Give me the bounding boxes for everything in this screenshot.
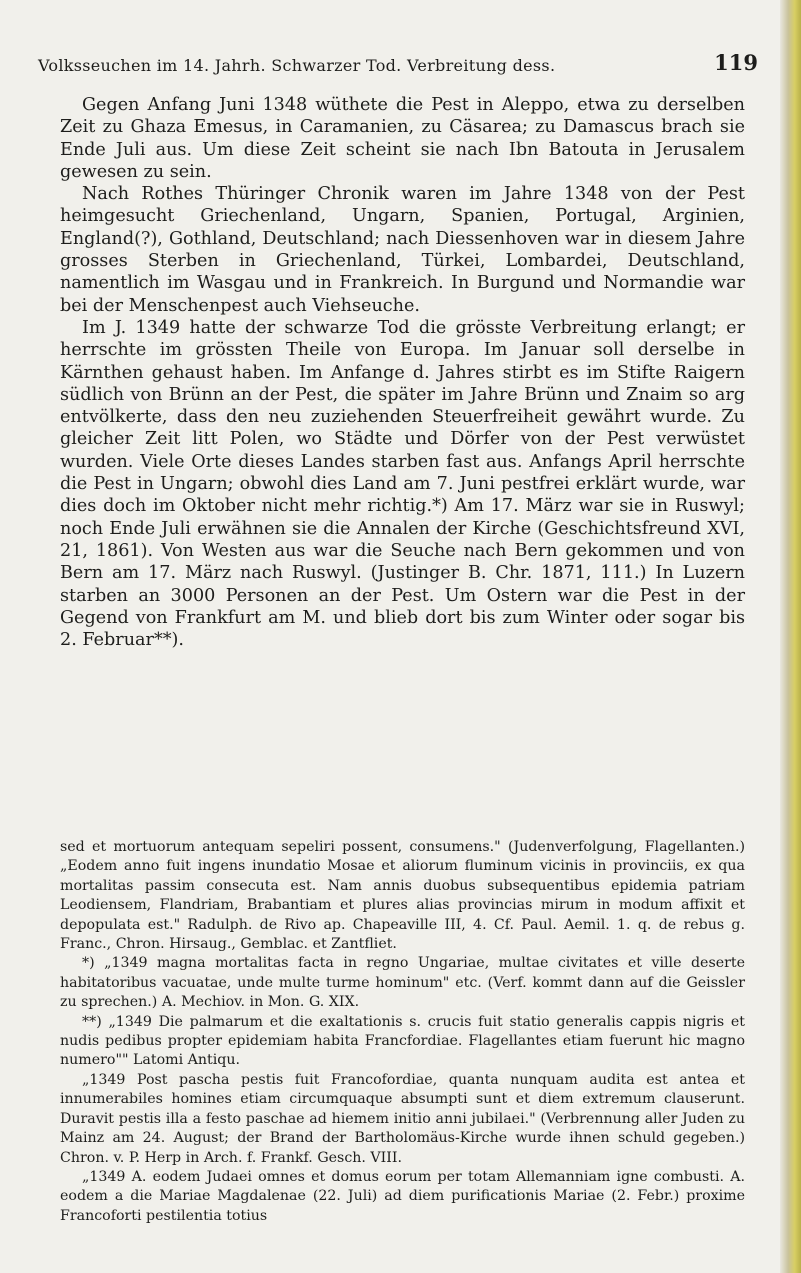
running-head: Volksseuchen im 14. Jahrh. Schwarzer Tod. Verbreitung dess. [38, 56, 556, 75]
paragraph: Gegen Anfang Juni 1348 wüthete die Pest in Aleppo, etwa zu derselben Zeit zu Ghaza Emesus, in Caramanien, zu Cäsarea; zu Damascus brach sie Ende Juli aus. Um diese Zeit scheint sie nach Ibn Batouta in Jerusalem gewesen zu sein. [60, 95, 745, 182]
footnote: *) „1349 magna mortalitas facta in regno Ungariae, multae civitates et ville deserte habitatoribus vacuatae, unde multe turme hominum" etc. (Verf. kommt dann auf die Geissler zu sprechen.) A. Mechiov. in Mon. G. XIX. [60, 955, 745, 1011]
footnotes [60, 838, 745, 1226]
footnote-continuation: sed et mortuorum antequam sepeliri possent, consumens." (Judenverfolgung, Flagellanten.) „Eodem anno fuit ingens inundatio Mosae et aliorum fluminum vicinis in provinciis, ex qua mortalitas passim consecuta est. Nam annis duobus subsequentibus epidemia patriam Leodiensem, Flandriam, Brabantiam et plures alias provincias mirum in modum affixit et depopulata est." Radulph. de Rivo ap. Chapeaville III, 4. Cf. Paul. Aemil. 1. q. de rebus g. Franc., Chron. Hirsaug., Gemblac. et Zantfliet. [60, 839, 745, 953]
page-number: 119 [714, 50, 758, 75]
main-text [60, 94, 745, 651]
paragraph: Nach Rothes Thüringer Chronik waren im Jahre 1348 von der Pest heimgesucht Griechenland, Ungarn, Spanien, Portugal, Arginien, England(?), Gothland, Deutschland; nach Diessenhoven war in diesem Jahre grosses Sterben in Griechenland, Türkei, Lombardei, Deutschland, namentlich im Wasgau und in Frankreich. In Burgund und Normandie war bei der Menschenpest auch Viehseuche. [60, 184, 745, 316]
paragraph: Im J. 1349 hatte der schwarze Tod die grösste Verbreitung erlangt; er herrschte im grössten Theile von Europa. Im Januar soll derselbe in Kärnthen gehaust haben. Im Anfange d. Jahres stirbt es im Stifte Raigern südlich von Brünn an der Pest, die später im Jahre Brünn und Znaim so arg entvölkerte, dass den neu zuziehenden Steuerfreiheit gewährt wurde. Zu gleicher Zeit litt Polen, wo Städte und Dörfer von der Pest verwüstet wurden. Viele Orte dieses Landes starben fast aus. Anfangs April herrschte die Pest in Ungarn; obwohl dies Land am 7. Juni pestfrei erklärt wurde, war dies doch im Oktober nicht mehr richtig.*) Am 17. März war sie in Ruswyl; noch Ende Juli erwähnen sie die Annalen der Kirche (Geschichtsfreund XVI, 21, 1861). Von Westen aus war die Seuche nach Bern gekommen und von Bern am 17. März nach Ruswyl. (Justinger B. Chr. 1871, 111.) In Luzern starben an 3000 Personen an der Pest. Um Ostern war die Pest in der Gegend von Frankfurt am M. und blieb dort bis zum Winter oder sogar bis 2. Februar**). [60, 317, 745, 651]
page-header [38, 50, 758, 78]
footnote: „1349 Post pascha pestis fuit Francofordiae, quanta nunquam audita est antea et innumerabiles homines etiam circumquaque absumpti sunt et diem extremum clauserunt. Duravit pestis illa a festo paschae ad hiemem initio anni jubilaei." (Verbrennung aller Juden zu Mainz am 24. August; der Brand der Bartholomäus-Kirche wurde ihnen schuld gegeben.) Chron. v. P. Herp in Arch. f. Frankf. Gesch. VIII. [60, 1071, 745, 1166]
page-edge [780, 0, 801, 1273]
footnote: „1349 A. eodem Judaei omnes et domus eorum per totam Allemanniam igne combusti. A. eodem a die Mariae Magdalenae (22. Juli) ad diem purificationis Mariae (2. Febr.) proxime Francoforti pestilentia totius [60, 1168, 745, 1224]
footnote: **) „1349 Die palmarum et die exaltationis s. crucis fuit statio generalis cappis nigris et nudis pedibus propter epidemiam habita Francfordiae. Flagellantes etiam fuerunt hic magno numero"" Latomi Antiqu. [60, 1013, 745, 1069]
